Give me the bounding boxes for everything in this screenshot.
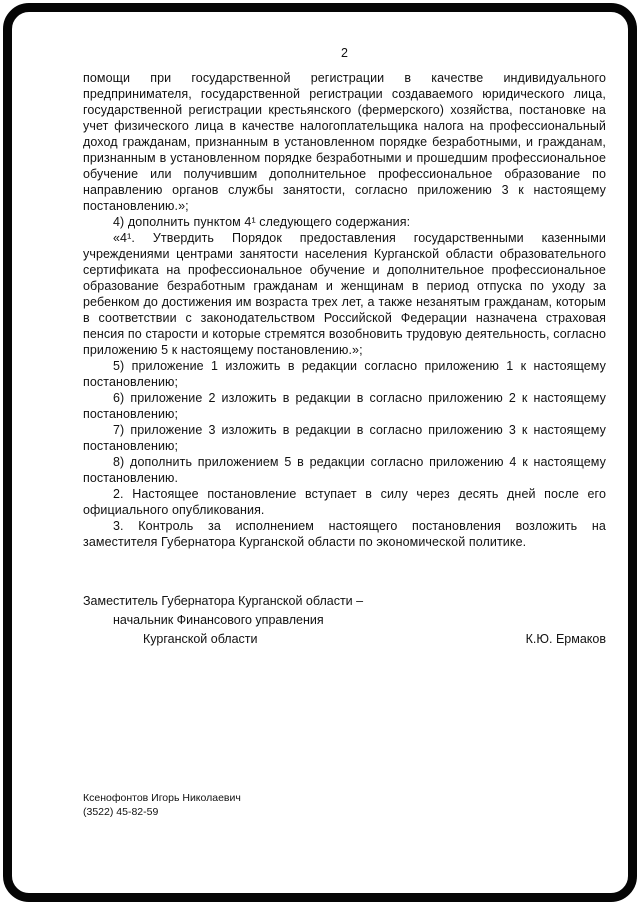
signature-block (83, 592, 606, 649)
page-content (83, 46, 606, 649)
paragraph-item-5: 5) приложение 1 изложить в редакции согласно приложению 1 к настоящему постановлению; (83, 359, 606, 389)
contact-footer (83, 791, 241, 819)
footer-phone: (3522) 45-82-59 (83, 806, 159, 818)
paragraph-item-4: 4) дополнить пунктом 4¹ следующего содержания: (113, 215, 411, 229)
paragraph-item-7: 7) приложение 3 изложить в редакции в согласно приложению 3 к настоящему постановлению; (83, 423, 606, 453)
signature-title-line3: Курганской области (143, 632, 258, 646)
page-number: 2 (341, 46, 348, 60)
paragraph-item-8: 8) дополнить приложением 5 в редакции согласно приложению 4 к настоящему постановлению. (83, 455, 606, 485)
paragraph-point-3: 3. Контроль за исполнением настоящего постановления возложить на заместителя Губернатора Курганской области по экономической политике. (83, 519, 606, 549)
signature-row (83, 630, 606, 649)
paragraph-continuation: помощи при государственной регистрации в качестве индивидуального предпринимателя, государственной регистрации создаваемого юридического лица, государственной регистрации крестьянского (фермерского) хозяйства, постановке на учет физического лица в качестве налогоплательщика налога на профессиональный доход гражданам, признанным в установленном порядке безработными, и гражданам, признанным в установленном порядке безработными и прошедшим профессиональное обучение или получившим дополнительное профессиональное образование по направлению органов службы занятости, согласно приложению 3 к настоящему постановлению.»; (83, 71, 606, 213)
signature-title-line1: Заместитель Губернатора Курганской области – (83, 594, 364, 608)
signature-title-line2: начальник Финансового управления (113, 613, 324, 627)
footer-contact-name: Ксенофонтов Игорь Николаевич (83, 792, 241, 804)
paragraph-item-6: 6) приложение 2 изложить в редакции в согласно приложению 2 к настоящему постановлению; (83, 391, 606, 421)
paragraph-point-2: 2. Настоящее постановление вступает в силу через десять дней после его официального опубликования. (83, 487, 606, 517)
paragraph-clause-4-1: «4¹. Утвердить Порядок предоставления государственными казенными учреждениями центрами занятости населения Курганской области образовательного сертификата на профессиональное обучение и дополнительное профессиональное образование безработным гражданам и женщинам в период отпуска по уходу за ребенком до достижения им возраста трех лет, а также незанятым гражданам, которым в соответствии с законодательством Российской Федерации назначена страховая пенсия по старости и которые стремятся возобновить трудовую деятельность, согласно приложению 5 к настоящему постановлению.»; (83, 231, 606, 357)
signee-name: К.Ю. Ермаков (525, 632, 606, 646)
